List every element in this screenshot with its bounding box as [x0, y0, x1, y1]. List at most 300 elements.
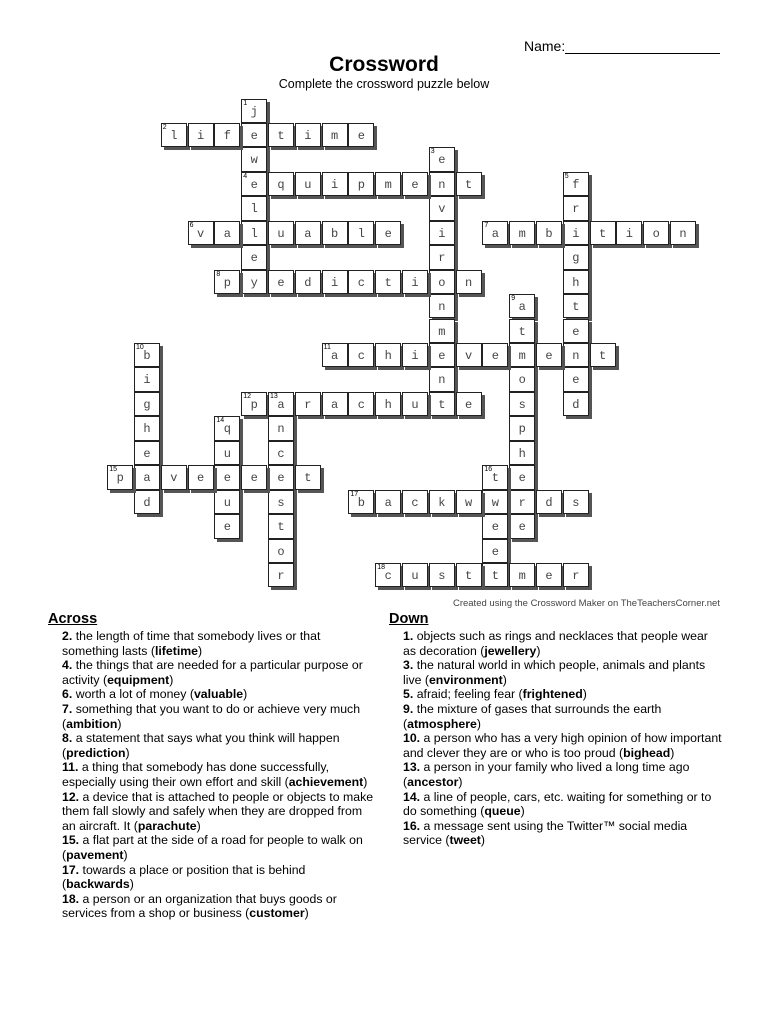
grid-cell[interactable] — [134, 416, 160, 440]
grid-cell[interactable] — [188, 123, 214, 147]
cell-letter: r — [277, 569, 285, 584]
across-heading: Across — [48, 611, 98, 627]
grid-cell[interactable] — [456, 563, 482, 587]
grid-cell[interactable] — [161, 465, 187, 489]
cell-letter: p — [357, 177, 365, 192]
cell-letter: r — [304, 397, 312, 412]
grid-cell[interactable] — [241, 147, 267, 171]
grid-cell[interactable] — [670, 221, 696, 245]
grid-cell[interactable] — [563, 343, 589, 367]
clue-text: worth a lot of money ( — [75, 687, 194, 702]
grid-cell[interactable] — [509, 343, 535, 367]
grid-cell[interactable] — [536, 490, 562, 514]
clue-tail: ) — [502, 672, 507, 687]
grid-cell[interactable] — [214, 416, 240, 440]
grid-cell[interactable] — [214, 465, 240, 489]
clue-number: 10 — [136, 344, 144, 351]
cell-letter: a — [330, 397, 339, 412]
cell-letter: f — [572, 177, 580, 192]
clue-tail: ) — [123, 847, 128, 862]
grid-cell[interactable] — [509, 392, 535, 416]
grid-cell[interactable] — [563, 392, 589, 416]
cell-letter: n — [438, 373, 446, 388]
grid-cell[interactable] — [456, 343, 482, 367]
cell-letter: t — [518, 324, 526, 339]
grid-cell[interactable] — [590, 343, 616, 367]
grid-cell[interactable] — [429, 196, 455, 220]
grid-cell[interactable] — [188, 221, 214, 245]
cell-letter: t — [598, 349, 607, 363]
cell-letter: e — [545, 569, 553, 584]
grid-cell[interactable] — [509, 221, 535, 245]
clue-answer: achievement — [288, 774, 364, 789]
cell-letter: n — [464, 275, 473, 290]
cell-letter: e — [545, 349, 553, 363]
grid-cell[interactable] — [268, 514, 294, 538]
cell-letter: b — [330, 226, 339, 241]
clue-text: the natural world in which people, animals and plants live ( — [403, 658, 706, 687]
grid-cell[interactable] — [536, 221, 562, 245]
down-clue — [389, 760, 724, 789]
cell-letter: f — [223, 128, 231, 143]
cell-letter: y — [250, 275, 258, 290]
grid-cell[interactable] — [214, 221, 240, 245]
clue-answer: parachute — [137, 818, 197, 833]
grid-cell[interactable] — [348, 221, 374, 245]
down-clue — [389, 819, 724, 848]
grid-cell[interactable] — [375, 221, 401, 245]
cell-letter: r — [518, 495, 526, 510]
grid-cell[interactable] — [375, 343, 401, 367]
grid-cell[interactable] — [214, 270, 240, 294]
clue-number: 5 — [564, 172, 569, 180]
clue-tail: ) — [458, 774, 463, 789]
cell-letter: u — [277, 226, 285, 241]
grid-cell[interactable] — [214, 441, 240, 465]
grid-cell[interactable] — [402, 563, 428, 587]
grid-cell[interactable] — [134, 367, 160, 391]
across-clue — [48, 760, 374, 789]
grid-cell[interactable] — [214, 514, 240, 538]
grid-cell[interactable] — [241, 392, 267, 416]
clue-text: afraid; feeling fear ( — [416, 687, 523, 702]
clue-number: 15 — [109, 466, 117, 474]
grid-cell[interactable] — [429, 245, 455, 269]
clue-answer: tweet — [449, 833, 481, 848]
grid-cell[interactable] — [563, 490, 589, 514]
clue-number: 8 — [216, 270, 221, 278]
grid-cell[interactable] — [456, 172, 482, 196]
clue-tail: ) — [536, 643, 541, 658]
cell-letter: c — [357, 349, 365, 363]
clue-number: 10. — [403, 731, 421, 746]
clue-tail: ) — [196, 818, 201, 833]
grid-cell[interactable] — [509, 441, 535, 465]
clue-answer: ancestor — [407, 774, 459, 789]
grid-cell[interactable] — [402, 392, 428, 416]
cell-letter: i — [438, 226, 446, 241]
across-clue — [48, 687, 374, 702]
cell-letter: p — [518, 422, 526, 437]
clue-answer: queue — [484, 804, 521, 819]
grid-cell[interactable] — [509, 465, 535, 489]
grid-cell[interactable] — [134, 490, 160, 514]
clue-number: 11. — [62, 760, 79, 775]
grid-cell[interactable] — [375, 270, 401, 294]
cell-letter: b — [357, 495, 365, 510]
cell-letter: h — [384, 397, 392, 412]
cell-letter: m — [438, 324, 446, 339]
cell-letter: u — [223, 446, 231, 461]
down-clue — [389, 658, 724, 687]
grid-cell[interactable] — [429, 221, 455, 245]
clue-number: 13 — [270, 392, 278, 400]
grid-cell[interactable] — [429, 319, 455, 343]
grid-cell[interactable] — [429, 367, 455, 391]
clue-number: 5. — [403, 687, 414, 702]
cell-letter: a — [330, 349, 339, 363]
cell-letter: a — [277, 397, 285, 412]
grid-cell[interactable] — [295, 465, 321, 489]
grid-cell[interactable] — [563, 270, 589, 294]
cell-letter: m — [518, 349, 526, 363]
cell-letter: e — [518, 471, 526, 486]
cell-letter: o — [438, 275, 446, 290]
grid-cell[interactable] — [241, 245, 267, 269]
grid-cell[interactable] — [563, 563, 589, 587]
grid-cell[interactable] — [348, 270, 374, 294]
grid-cell[interactable] — [188, 465, 214, 489]
grid-cell[interactable] — [107, 465, 133, 489]
clue-text: the length of time that somebody lives or that something lasts ( — [62, 629, 321, 658]
grid-cell[interactable] — [509, 416, 535, 440]
clue-number: 15. — [62, 833, 80, 848]
clue-answer: environment — [428, 672, 503, 687]
clue-answer: valuable — [193, 687, 244, 702]
grid-cell[interactable] — [402, 172, 428, 196]
cell-letter: e — [143, 446, 151, 461]
cell-letter: e — [438, 153, 446, 168]
grid-cell[interactable] — [482, 563, 508, 587]
grid-cell[interactable] — [214, 123, 240, 147]
clue-text: a flat part at the side of a road for people to walk on ( — [62, 833, 363, 862]
grid-cell[interactable] — [295, 123, 321, 147]
clue-tail: ) — [480, 833, 486, 848]
cell-letter: b — [143, 349, 151, 363]
grid-cell[interactable] — [348, 172, 374, 196]
grid-cell[interactable] — [456, 392, 482, 416]
cell-letter: p — [116, 471, 124, 486]
cell-letter: w — [491, 495, 499, 510]
cell-letter: s — [277, 495, 285, 510]
grid-cell[interactable] — [429, 392, 455, 416]
grid-cell[interactable] — [322, 172, 348, 196]
clue-number: 14 — [216, 417, 225, 425]
cell-letter: e — [491, 349, 499, 363]
grid-cell[interactable] — [322, 270, 348, 294]
cell-letter: d — [572, 397, 580, 412]
cell-letter: a — [223, 226, 231, 241]
grid-cell[interactable] — [268, 172, 294, 196]
clue-answer: prediction — [66, 745, 126, 760]
grid-cell[interactable] — [268, 416, 294, 440]
cell-letter: t — [384, 275, 392, 290]
grid-cell[interactable] — [429, 563, 455, 587]
grid-cell[interactable] — [482, 221, 508, 245]
grid-cell[interactable] — [616, 221, 642, 245]
grid-cell[interactable] — [563, 245, 589, 269]
grid-cell[interactable] — [241, 123, 267, 147]
grid-cell[interactable] — [536, 563, 562, 587]
name-label: Name: — [524, 38, 566, 54]
grid-cell[interactable] — [563, 367, 589, 391]
grid-cell[interactable] — [563, 319, 589, 343]
clue-number: 3. — [403, 658, 414, 673]
cell-letter: t — [438, 397, 446, 412]
grid-cell[interactable] — [482, 539, 508, 563]
grid-cell[interactable] — [268, 392, 294, 416]
cell-letter: s — [438, 569, 446, 584]
grid-cell[interactable] — [563, 221, 589, 245]
clue-number: 7 — [484, 221, 489, 229]
grid-cell[interactable] — [509, 490, 535, 514]
clue-number: 6 — [189, 221, 194, 229]
grid-cell[interactable] — [348, 123, 374, 147]
grid-cell[interactable] — [402, 490, 428, 514]
grid-cell[interactable] — [241, 99, 267, 123]
cell-letter: e — [572, 373, 580, 388]
down-clue — [389, 731, 724, 760]
grid-cell[interactable] — [509, 294, 535, 318]
grid-cell[interactable] — [429, 294, 455, 318]
cell-letter: g — [143, 397, 151, 412]
grid-cell[interactable] — [563, 196, 589, 220]
cell-letter: i — [143, 373, 151, 388]
clue-answer: ambition — [66, 716, 118, 731]
grid-cell[interactable] — [429, 147, 455, 171]
clue-number: 13. — [403, 760, 421, 775]
clue-tail: ) — [582, 687, 587, 702]
cell-letter: u — [411, 569, 419, 584]
across-clue — [48, 702, 374, 731]
cell-letter: t — [464, 569, 473, 584]
clue-tail: ) — [117, 716, 122, 731]
grid-cell[interactable] — [295, 221, 321, 245]
grid-cell[interactable] — [482, 514, 508, 538]
clue-tail: ) — [169, 672, 174, 687]
grid-cell[interactable] — [509, 514, 535, 538]
cell-letter: h — [143, 422, 151, 437]
grid-cell[interactable] — [214, 490, 240, 514]
cell-letter: e — [277, 471, 285, 486]
grid-cell[interactable] — [482, 490, 508, 514]
clue-number: 9. — [403, 701, 414, 716]
grid-cell[interactable] — [322, 392, 348, 416]
grid-cell[interactable] — [348, 490, 374, 514]
cell-letter: a — [518, 300, 526, 315]
grid-cell[interactable] — [482, 343, 508, 367]
cell-letter: i — [330, 275, 339, 290]
grid-cell[interactable] — [268, 270, 294, 294]
grid-cell[interactable] — [402, 270, 428, 294]
grid-cell[interactable] — [375, 563, 401, 587]
grid-cell[interactable] — [456, 490, 482, 514]
grid-cell[interactable] — [134, 343, 160, 367]
grid-cell[interactable] — [268, 539, 294, 563]
grid-cell[interactable] — [456, 270, 482, 294]
grid-cell[interactable] — [241, 221, 267, 245]
grid-cell[interactable] — [482, 465, 508, 489]
cell-letter: i — [625, 226, 633, 241]
clue-number: 12. — [62, 789, 80, 804]
grid-cell[interactable] — [509, 319, 535, 343]
grid-cell[interactable] — [563, 294, 589, 318]
grid-cell[interactable] — [348, 392, 374, 416]
grid-cell[interactable] — [322, 221, 348, 245]
across-clue — [48, 892, 374, 921]
clue-text: towards a place or position that is behind ( — [62, 862, 306, 892]
clue-text: a person or an organization that buys goods or services from a shop or business ( — [62, 891, 337, 921]
credit-line: Created using the Crossword Maker on TheTeachersCorner.net — [452, 598, 720, 609]
clue-number: 17 — [350, 490, 359, 498]
grid-cell[interactable] — [375, 172, 401, 196]
cell-letter: n — [438, 300, 446, 315]
grid-cell[interactable] — [509, 367, 535, 391]
clue-tail: ) — [198, 643, 203, 658]
cell-letter: e — [357, 128, 365, 143]
clue-number: 6. — [62, 687, 73, 702]
clue-text: a line of people, cars, etc. waiting for something or to do something ( — [403, 789, 712, 819]
down-clue — [389, 687, 724, 702]
cell-letter: q — [277, 177, 285, 192]
cell-letter: a — [384, 495, 392, 510]
grid-cell[interactable] — [536, 343, 562, 367]
across-clue — [48, 833, 374, 862]
cell-letter: d — [143, 495, 151, 510]
cell-letter: v — [196, 226, 205, 241]
grid-cell[interactable] — [375, 490, 401, 514]
grid-cell[interactable] — [643, 221, 669, 245]
cell-letter: t — [572, 300, 580, 315]
grid-cell[interactable] — [268, 465, 294, 489]
across-clue — [48, 790, 374, 834]
grid-cell[interactable] — [241, 172, 267, 196]
grid-cell[interactable] — [429, 343, 455, 367]
cell-letter: e — [250, 251, 258, 266]
down-heading: Down — [389, 611, 429, 627]
grid-cell[interactable] — [241, 465, 267, 489]
clue-number: 18. — [62, 891, 80, 906]
grid-cell[interactable] — [134, 441, 160, 465]
cell-letter: e — [411, 177, 419, 192]
cell-letter: c — [384, 569, 392, 584]
clue-number: 4. — [62, 658, 73, 673]
down-clue — [389, 629, 724, 658]
grid-cell[interactable] — [295, 172, 321, 196]
cell-letter: h — [384, 349, 392, 363]
clue-number: 3 — [430, 148, 435, 156]
cell-letter: r — [438, 251, 446, 266]
grid-cell[interactable] — [241, 270, 267, 294]
clue-answer: equipment — [107, 672, 170, 687]
cell-letter: m — [384, 177, 392, 192]
grid-cell[interactable] — [268, 563, 294, 587]
grid-cell[interactable] — [429, 172, 455, 196]
clue-tail: ) — [129, 877, 134, 892]
grid-cell[interactable] — [295, 270, 321, 294]
cell-letter: r — [572, 569, 580, 584]
across-clue — [48, 731, 374, 760]
cell-letter: r — [572, 202, 580, 217]
grid-cell[interactable] — [322, 343, 348, 367]
clue-number: 9 — [511, 295, 516, 303]
clue-answer: bighead — [623, 745, 671, 760]
cell-letter: w — [250, 153, 258, 168]
clue-answer: customer — [249, 906, 305, 921]
grid-cell[interactable] — [563, 172, 589, 196]
grid-cell[interactable] — [375, 392, 401, 416]
cell-letter: s — [572, 495, 580, 510]
cell-letter: n — [679, 226, 687, 241]
grid-cell[interactable] — [134, 465, 160, 489]
clue-answer: lifetime — [154, 643, 199, 658]
grid-cell[interactable] — [322, 123, 348, 147]
clue-text: a message sent using the Twitter™ social media service ( — [403, 818, 688, 848]
clue-text: a statement that says what you think will happen ( — [62, 731, 340, 760]
cell-letter: i — [304, 128, 312, 143]
across-clue — [48, 863, 374, 892]
clue-number: 2. — [62, 629, 73, 643]
cell-letter: e — [250, 128, 258, 143]
page-subtitle: Complete the crossword puzzle below — [278, 77, 490, 91]
clue-tail: ) — [243, 687, 248, 702]
grid-cell[interactable] — [241, 196, 267, 220]
cell-letter: i — [572, 226, 580, 241]
cell-letter: m — [330, 128, 339, 143]
grid-cell[interactable] — [295, 392, 321, 416]
grid-cell[interactable] — [268, 490, 294, 514]
grid-cell[interactable] — [348, 343, 374, 367]
grid-cell[interactable] — [268, 441, 294, 465]
grid-cell[interactable] — [402, 343, 428, 367]
cell-letter: t — [277, 520, 285, 535]
cell-letter: l — [170, 128, 178, 143]
clue-number: 8. — [62, 731, 73, 746]
cell-letter: t — [491, 471, 499, 486]
grid-cell[interactable] — [590, 221, 616, 245]
cell-letter: u — [304, 177, 312, 192]
clue-number: 18 — [377, 564, 385, 572]
cell-letter: c — [277, 446, 285, 461]
cell-letter: l — [250, 226, 258, 241]
clue-text: something that you want to do or achieve very much ( — [62, 701, 361, 731]
clue-answer: jewellery — [484, 643, 537, 658]
grid-cell[interactable] — [429, 270, 455, 294]
grid-cell[interactable] — [268, 123, 294, 147]
clue-text: the mixture of gases that surrounds the earth ( — [403, 701, 662, 731]
page-title: Crossword — [329, 53, 439, 76]
grid-cell[interactable] — [134, 392, 160, 416]
grid-cell[interactable] — [161, 123, 187, 147]
grid-cell[interactable] — [509, 563, 535, 587]
clue-text: the things that are needed for a particular purpose or activity ( — [62, 658, 363, 687]
grid-cell[interactable] — [429, 490, 455, 514]
cell-letter: n — [438, 177, 446, 192]
clue-answer: atmosphere — [407, 716, 477, 731]
cell-letter: b — [545, 226, 553, 241]
grid-cell[interactable] — [268, 221, 294, 245]
cell-letter: t — [304, 471, 312, 486]
